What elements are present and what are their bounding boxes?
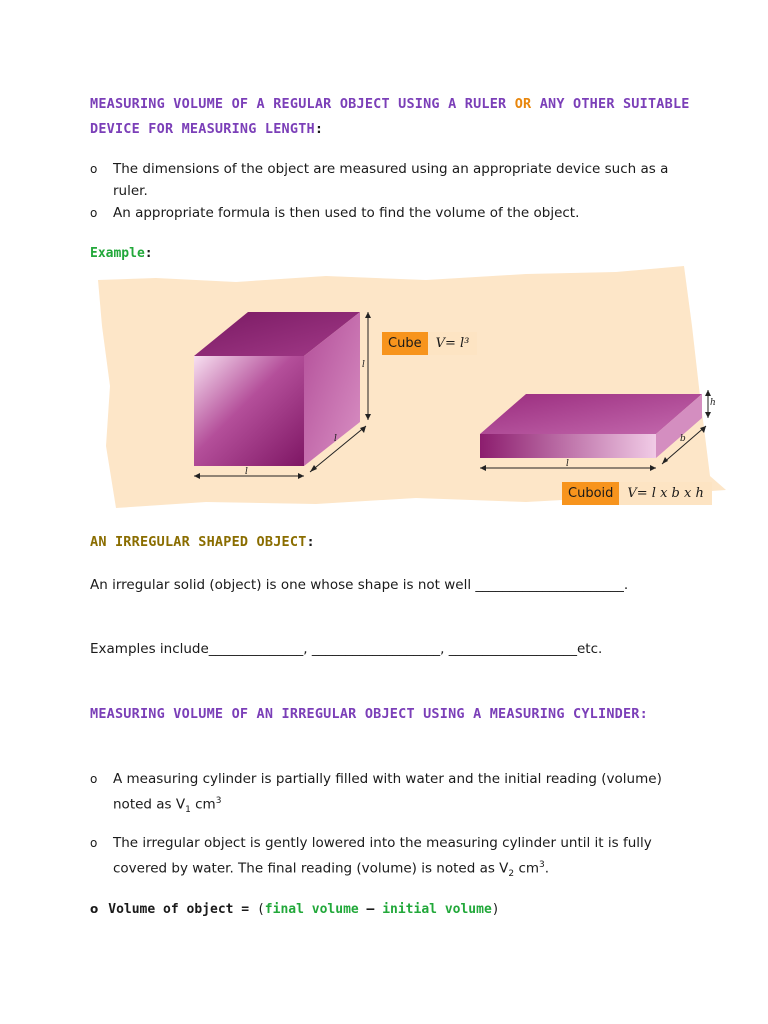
bullet-text: The dimensions of the object are measured using an appropriate device such as a ruler. [113,161,669,199]
cube-edge-label-depth: l [334,434,337,444]
heading-colon: : [314,121,324,137]
bullet-mark: o [90,836,98,850]
cuboid-label: Cuboid [562,482,619,505]
heading-colon: : [306,534,315,550]
examples-line: Examples include______________, ___________________, ___________________etc. [90,641,603,657]
minus-sign: – [358,902,383,917]
period: . [544,860,550,877]
figure-illustration [96,266,726,510]
subscript: 1 [185,805,191,816]
heading-regular-object [90,92,690,142]
bullet-list-regular [90,158,690,224]
heading-part2: ANY OTHER SUITABLE DEVICE FOR MEASURING LENGTH [90,96,690,137]
bullet-mark: o [90,902,99,916]
example-colon: : [144,246,153,261]
heading-irregular-object [90,530,690,555]
cuboid-breadth-label: b [680,434,686,444]
heading-or: OR [514,96,532,112]
irregular-definition: An irregular solid (object) is one whose shape is not well ______________________. [90,577,629,593]
cube-edge-label-bottom: l [245,467,248,477]
bullet-mark: o [90,162,98,176]
cube-label: Cube [382,332,428,355]
cuboid-formula-box [562,482,712,505]
subscript: 2 [508,869,515,880]
superscript: 3 [215,796,222,806]
example-label [90,246,153,261]
cuboid-height-label: h [710,398,716,408]
heading-part1: MEASURING VOLUME OF A REGULAR OBJECT USING A RULER [90,96,515,112]
bullet-text: A measuring cylinder is partially filled with water and the initial reading (volume) noted as V [113,771,662,813]
initial-volume: initial volume [382,902,492,917]
bullet-mark: o [90,206,98,220]
formula-lead: Volume of object = [108,902,257,917]
bullet-text: The irregular object is gently lowered into the measuring cylinder until it is fully covered by water. The final reading (volume) is noted as V [113,835,652,877]
cuboid-length-label: l [566,459,569,469]
unit: cm [190,796,216,813]
list-item [90,158,690,202]
paper-background [98,266,726,508]
volume-figure [96,266,726,510]
bullet-list-cylinder [90,768,690,821]
bullet-text: An appropriate formula is then used to find the volume of the object. [113,205,580,221]
example-word: Example [90,246,145,261]
paren-close: ) [491,902,500,917]
heading-measuring-cylinder: MEASURING VOLUME OF AN IRREGULAR OBJECT USING A MEASURING CYLINDER: [90,706,648,722]
cuboid-formula: V= l x b x h [619,482,711,505]
list-item [90,202,690,224]
bullet-mark: o [90,772,98,786]
volume-of-object-formula [90,898,500,921]
unit: cm [514,860,540,877]
bullet-list-cylinder-2 [90,832,690,885]
final-volume: final volume [264,902,359,917]
superscript: 3 [539,860,545,870]
list-item [90,768,690,821]
list-item [90,832,690,885]
paren-open: ( [256,902,265,917]
cube-edge-label-height: l [362,360,365,370]
cube-formula-box [382,332,477,355]
cube-formula: V= l³ [428,332,478,355]
heading-text: AN IRREGULAR SHAPED OBJECT [90,534,307,550]
